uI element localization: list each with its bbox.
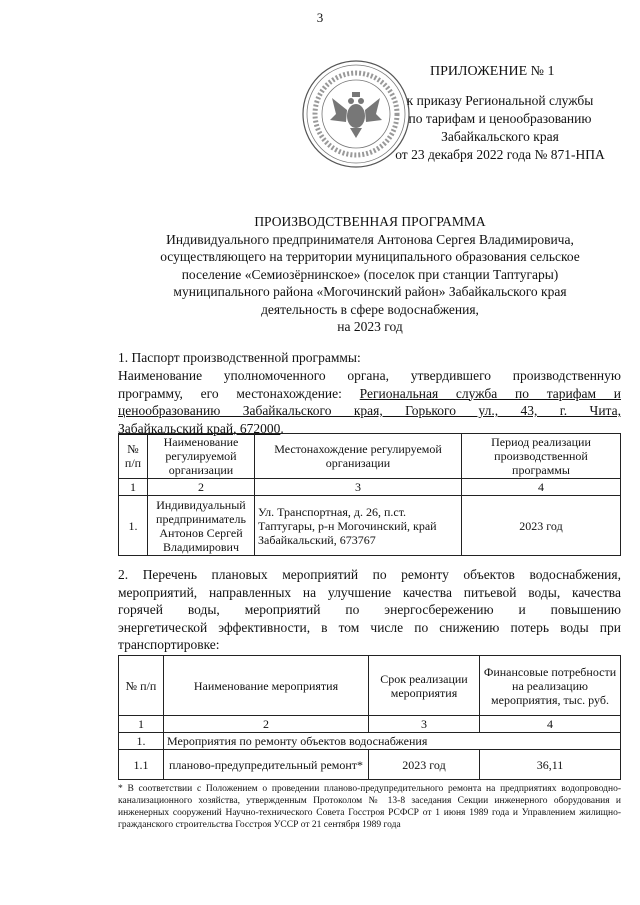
table-cell: 36,11 xyxy=(480,750,621,780)
table-cell: Ул. Транспортная, д. 26, п.ст. Таптугары, р-н Могочинский, край Забайкальский, 673767 xyxy=(255,496,462,556)
authority-name: Региональная служба по тарифам и xyxy=(359,385,622,401)
table-header: Наименование мероприятия xyxy=(164,656,369,716)
para-text: . xyxy=(280,420,284,436)
table-header: Местонахождение регулируемой организации xyxy=(255,434,462,479)
section2-paragraph xyxy=(118,566,621,654)
footnote: * В соответствии с Положением о проведении планово-предупредительного ремонта на предприятиях водопроводно-канализационного хозяйства, утвержденным Протоколом № 13-8 заседания Секции инженерного оборудования и инженерных сооружений Научно-технического Совета Госстроя РСФСР от 1 июня 1989 года и Управлением жилищно-гражданского строительства Госстроя УССР от 21 сентября 1989 года xyxy=(118,784,621,830)
order-line: к приказу Региональной службы xyxy=(406,93,594,108)
table-header: № п/п xyxy=(119,434,148,479)
title-line: осуществляющего на территории муниципального образования сельское xyxy=(160,249,580,264)
page-number: 3 xyxy=(316,10,324,25)
table-header: Срок реализации мероприятия xyxy=(369,656,480,716)
para-text: программу, его местонахождение: xyxy=(118,385,360,401)
table-index-cell: 4 xyxy=(462,479,621,496)
table-index-cell: 4 xyxy=(480,716,621,733)
authority-address: ценообразованию Забайкальского края, Горького ул., 43, г. Чита, xyxy=(118,403,621,418)
table-index-cell: 3 xyxy=(369,716,480,733)
order-reference xyxy=(380,92,620,164)
eagle-emblem-icon xyxy=(330,92,382,138)
table-index-cell: 3 xyxy=(255,479,462,496)
order-line: по тарифам и ценообразованию xyxy=(408,111,592,126)
para-line: энергетической эффективности, в том числе по снижению потерь воды при xyxy=(118,619,621,635)
table-cell: 1. xyxy=(119,496,148,556)
document-title xyxy=(100,213,640,336)
table-cell: 2023 год xyxy=(369,750,480,780)
title-line: Индивидуального предпринимателя Антонова Сергея Владимировича, xyxy=(166,231,574,247)
table-cell: 1. xyxy=(119,733,164,750)
table-header: Период реализации производственной программы xyxy=(462,434,621,479)
table-index-cell: 1 xyxy=(119,479,148,496)
title-line: муниципального района «Могочинский район» Забайкальского края xyxy=(173,284,567,299)
para-line: мероприятий, направленных на улучшение качества питьевой воды, качества xyxy=(118,584,621,600)
table-cell: 1.1 xyxy=(119,750,164,780)
table-index-cell: 2 xyxy=(148,479,255,496)
section1-paragraph xyxy=(118,367,621,437)
title-line: деятельность в сфере водоснабжения, xyxy=(261,301,479,317)
table-header: № п/п xyxy=(119,656,164,716)
table-cell: 2023 год xyxy=(462,496,621,556)
authority-address-end: Забайкальский край, 672000 xyxy=(118,420,281,436)
appendix-label: ПРИЛОЖЕНИЕ № 1 xyxy=(430,64,555,79)
para-line: транспортировке: xyxy=(118,637,220,652)
para-line: горячей воды, мероприятий по энергосбережению и повышению xyxy=(118,602,621,617)
table-group-cell: Мероприятия по ремонту объектов водоснабжения xyxy=(164,733,621,750)
title-line: на 2023 год xyxy=(337,319,403,334)
measures-table xyxy=(118,655,621,780)
table-header: Финансовые потребности на реализацию мероприятия, тыс. руб. xyxy=(480,656,621,716)
title-line: поселение «Семиозёрнинское» (поселок при станции Таптугары) xyxy=(181,266,559,282)
table-index-cell: 2 xyxy=(164,716,369,733)
order-line: Забайкальского края xyxy=(441,129,559,144)
organization-table xyxy=(118,433,621,556)
para-line: 2. Перечень плановых мероприятий по ремонту объектов водоснабжения, xyxy=(118,567,621,582)
table-index-cell: 1 xyxy=(119,716,164,733)
para-line xyxy=(118,385,621,403)
title-line: ПРОИЗВОДСТВЕННАЯ ПРОГРАММА xyxy=(254,214,486,229)
order-line: от 23 декабря 2022 года № 871-НПА xyxy=(395,147,605,162)
para-line: Наименование уполномоченного органа, утвердившего производственную xyxy=(118,368,621,383)
table-header: Наименование регулируемой организации xyxy=(148,434,255,479)
table-cell: планово-предупредительный ремонт* xyxy=(164,750,369,780)
table-cell: Индивидуальный предприниматель Антонов Сергей Владимирович xyxy=(148,496,255,556)
section1-heading: 1. Паспорт производственной программы: xyxy=(118,350,361,365)
